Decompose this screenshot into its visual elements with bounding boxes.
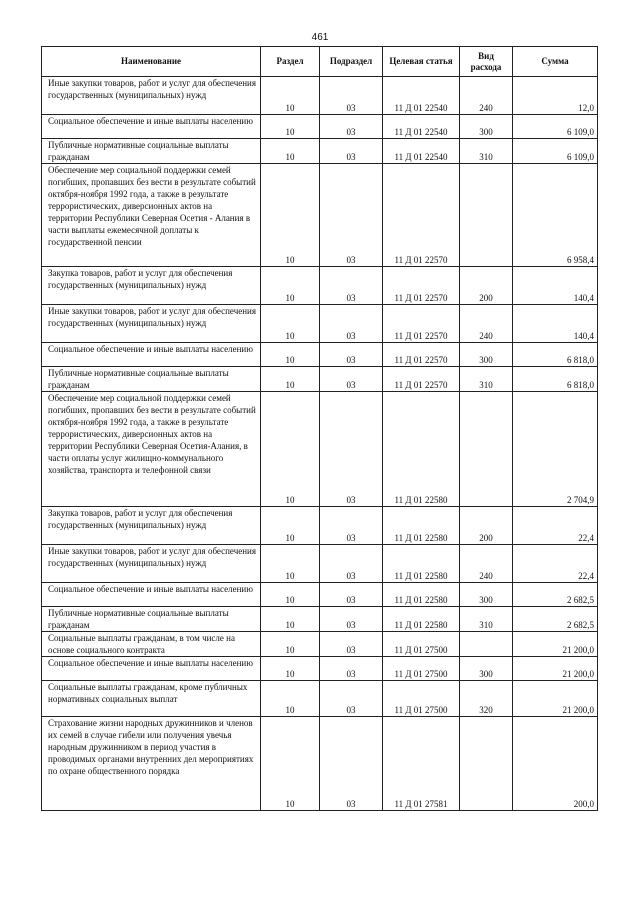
row-sum: 22,4 bbox=[513, 545, 598, 583]
row-razdel: 10 bbox=[261, 367, 320, 392]
row-podrazdel: 03 bbox=[320, 717, 383, 811]
row-sum: 21 200,0 bbox=[513, 657, 598, 681]
table-row bbox=[42, 115, 598, 139]
row-name: Обеспечение мер социальной поддержки семей погибших, пропавших без вести в результате событий октября-ноября 1992 года, а также в результате террористических, диверсионных актов на территории Республики Северная Осетия-Алания, в части оплаты услуг жилищно-коммунального хозяйства, транспорта и телефонной связи bbox=[42, 392, 261, 507]
row-name: Закупка товаров, работ и услуг для обеспечения государственных (муниципальных) нужд bbox=[42, 267, 261, 305]
header-name: Наименование bbox=[42, 47, 261, 77]
row-razdel: 10 bbox=[261, 164, 320, 267]
row-razdel: 10 bbox=[261, 343, 320, 367]
row-sum: 21 200,0 bbox=[513, 632, 598, 657]
row-sum: 12,0 bbox=[513, 77, 598, 115]
row-podrazdel: 03 bbox=[320, 657, 383, 681]
budget-table bbox=[41, 46, 598, 811]
row-target: 11 Д 01 27581 bbox=[383, 717, 460, 811]
row-target: 11 Д 01 22580 bbox=[383, 545, 460, 583]
row-podrazdel: 03 bbox=[320, 305, 383, 343]
row-razdel: 10 bbox=[261, 607, 320, 632]
row-name: Иные закупки товаров, работ и услуг для обеспечения государственных (муниципальных) нужд bbox=[42, 305, 261, 343]
row-sum: 6 818,0 bbox=[513, 343, 598, 367]
table-row bbox=[42, 583, 598, 607]
table-row bbox=[42, 267, 598, 305]
row-sum: 2 682,5 bbox=[513, 583, 598, 607]
row-vid: 300 bbox=[460, 115, 513, 139]
row-vid: 310 bbox=[460, 367, 513, 392]
table-row bbox=[42, 367, 598, 392]
table-row bbox=[42, 305, 598, 343]
table-row bbox=[42, 77, 598, 115]
row-razdel: 10 bbox=[261, 139, 320, 164]
row-name: Социальное обеспечение и иные выплаты населению bbox=[42, 115, 261, 139]
header-sum: Сумма bbox=[513, 47, 598, 77]
row-podrazdel: 03 bbox=[320, 115, 383, 139]
header-razdel: Раздел bbox=[261, 47, 320, 77]
row-name: Публичные нормативные социальные выплаты гражданам bbox=[42, 367, 261, 392]
row-vid: 240 bbox=[460, 305, 513, 343]
row-name: Страхование жизни народных дружинников и членов их семей в случае гибели или получения увечья народным дружинником в период участия в проводимых органами внутренних дел мероприятиях по охране общественного порядка bbox=[42, 717, 261, 811]
row-name: Иные закупки товаров, работ и услуг для обеспечения государственных (муниципальных) нужд bbox=[42, 77, 261, 115]
row-target: 11 Д 01 22580 bbox=[383, 392, 460, 507]
row-target: 11 Д 01 22580 bbox=[383, 507, 460, 545]
row-vid bbox=[460, 632, 513, 657]
row-razdel: 10 bbox=[261, 583, 320, 607]
row-razdel: 10 bbox=[261, 657, 320, 681]
row-name: Обеспечение мер социальной поддержки семей погибших, пропавших без вести в результате событий октября-ноября 1992 года, а также в результате террористических, диверсионных актов на территории Республики Северная Осетия - Алания в части выплаты ежемесячной доплаты к государственной пенсии bbox=[42, 164, 261, 267]
row-razdel: 10 bbox=[261, 632, 320, 657]
row-razdel: 10 bbox=[261, 545, 320, 583]
row-razdel: 10 bbox=[261, 267, 320, 305]
row-podrazdel: 03 bbox=[320, 139, 383, 164]
row-podrazdel: 03 bbox=[320, 632, 383, 657]
row-target: 11 Д 01 22570 bbox=[383, 164, 460, 267]
header-vid: Вид расхода bbox=[460, 47, 513, 77]
row-podrazdel: 03 bbox=[320, 164, 383, 267]
table-row bbox=[42, 343, 598, 367]
row-sum: 6 958,4 bbox=[513, 164, 598, 267]
row-vid: 240 bbox=[460, 545, 513, 583]
row-sum: 200,0 bbox=[513, 717, 598, 811]
row-podrazdel: 03 bbox=[320, 583, 383, 607]
row-sum: 6 109,0 bbox=[513, 139, 598, 164]
row-target: 11 Д 01 27500 bbox=[383, 657, 460, 681]
row-razdel: 10 bbox=[261, 507, 320, 545]
table-header-row bbox=[42, 47, 598, 77]
table-row bbox=[42, 657, 598, 681]
row-vid: 300 bbox=[460, 583, 513, 607]
row-razdel: 10 bbox=[261, 77, 320, 115]
page-number: 461 bbox=[311, 32, 329, 43]
row-sum: 6 818,0 bbox=[513, 367, 598, 392]
row-sum: 2 682,5 bbox=[513, 607, 598, 632]
table-row bbox=[42, 632, 598, 657]
row-podrazdel: 03 bbox=[320, 77, 383, 115]
row-target: 11 Д 01 22540 bbox=[383, 115, 460, 139]
header-podrazdel: Подраздел bbox=[320, 47, 383, 77]
row-name: Социальные выплаты гражданам, кроме публичных нормативных социальных выплат bbox=[42, 681, 261, 717]
table-row bbox=[42, 681, 598, 717]
row-vid: 240 bbox=[460, 77, 513, 115]
row-vid bbox=[460, 717, 513, 811]
table-row bbox=[42, 545, 598, 583]
row-target: 11 Д 01 22540 bbox=[383, 77, 460, 115]
row-podrazdel: 03 bbox=[320, 545, 383, 583]
row-podrazdel: 03 bbox=[320, 607, 383, 632]
header-target: Целевая статья bbox=[383, 47, 460, 77]
row-target: 11 Д 01 22570 bbox=[383, 267, 460, 305]
row-vid: 300 bbox=[460, 343, 513, 367]
row-podrazdel: 03 bbox=[320, 681, 383, 717]
row-podrazdel: 03 bbox=[320, 367, 383, 392]
row-razdel: 10 bbox=[261, 305, 320, 343]
row-name: Публичные нормативные социальные выплаты гражданам bbox=[42, 607, 261, 632]
row-vid bbox=[460, 392, 513, 507]
row-sum: 21 200,0 bbox=[513, 681, 598, 717]
row-name: Публичные нормативные социальные выплаты гражданам bbox=[42, 139, 261, 164]
row-vid: 300 bbox=[460, 657, 513, 681]
row-name: Социальное обеспечение и иные выплаты населению bbox=[42, 657, 261, 681]
row-razdel: 10 bbox=[261, 115, 320, 139]
row-target: 11 Д 01 22570 bbox=[383, 343, 460, 367]
row-target: 11 Д 01 22580 bbox=[383, 583, 460, 607]
row-name: Социальное обеспечение и иные выплаты населению bbox=[42, 343, 261, 367]
table-row bbox=[42, 717, 598, 811]
table-row bbox=[42, 139, 598, 164]
row-vid: 200 bbox=[460, 267, 513, 305]
row-target: 11 Д 01 22540 bbox=[383, 139, 460, 164]
row-vid bbox=[460, 164, 513, 267]
row-razdel: 10 bbox=[261, 681, 320, 717]
row-name: Социальные выплаты гражданам, в том числе на основе социального контракта bbox=[42, 632, 261, 657]
row-target: 11 Д 01 22570 bbox=[383, 367, 460, 392]
row-target: 11 Д 01 27500 bbox=[383, 632, 460, 657]
table-row bbox=[42, 607, 598, 632]
row-vid: 310 bbox=[460, 607, 513, 632]
row-vid: 320 bbox=[460, 681, 513, 717]
row-vid: 310 bbox=[460, 139, 513, 164]
table-row bbox=[42, 507, 598, 545]
row-razdel: 10 bbox=[261, 717, 320, 811]
row-podrazdel: 03 bbox=[320, 392, 383, 507]
row-sum: 6 109,0 bbox=[513, 115, 598, 139]
row-sum: 140,4 bbox=[513, 267, 598, 305]
row-target: 11 Д 01 27500 bbox=[383, 681, 460, 717]
row-vid: 200 bbox=[460, 507, 513, 545]
row-name: Иные закупки товаров, работ и услуг для обеспечения государственных (муниципальных) нужд bbox=[42, 545, 261, 583]
row-target: 11 Д 01 22580 bbox=[383, 607, 460, 632]
row-name: Социальное обеспечение и иные выплаты населению bbox=[42, 583, 261, 607]
table-row bbox=[42, 164, 598, 267]
table-row bbox=[42, 392, 598, 507]
row-target: 11 Д 01 22570 bbox=[383, 305, 460, 343]
row-name: Закупка товаров, работ и услуг для обеспечения государственных (муниципальных) нужд bbox=[42, 507, 261, 545]
row-sum: 2 704,9 bbox=[513, 392, 598, 507]
row-razdel: 10 bbox=[261, 392, 320, 507]
row-podrazdel: 03 bbox=[320, 267, 383, 305]
row-podrazdel: 03 bbox=[320, 343, 383, 367]
row-sum: 22,4 bbox=[513, 507, 598, 545]
row-sum: 140,4 bbox=[513, 305, 598, 343]
row-podrazdel: 03 bbox=[320, 507, 383, 545]
